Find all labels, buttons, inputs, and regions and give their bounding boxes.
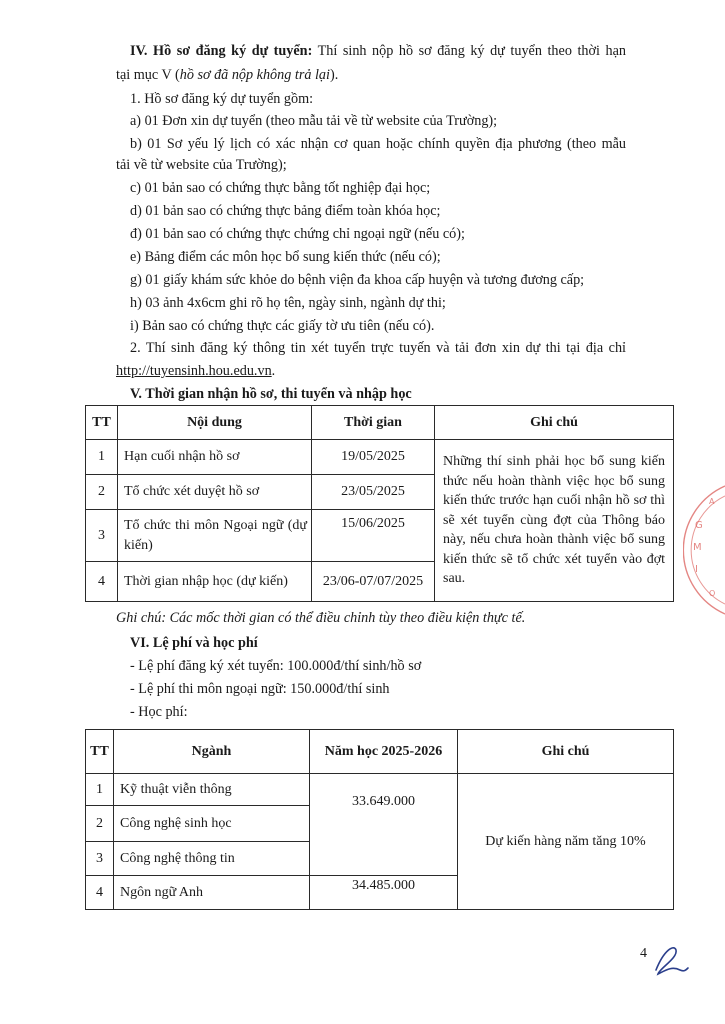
header-content: Nội dung bbox=[118, 406, 312, 440]
section-iv-heading: IV. Hồ sơ đăng ký dự tuyển: bbox=[130, 43, 313, 59]
signature-icon bbox=[650, 940, 690, 980]
list-item: e) Bảng điểm các môn học bổ sung kiến thức (nếu có); bbox=[130, 249, 441, 265]
svg-text:A: A bbox=[709, 497, 715, 506]
table-row: 4 Thời gian nhập học (dự kiến) 23/06-07/07/2025 bbox=[86, 562, 674, 602]
list-item: đ) 01 bản sao có chứng thực chứng chỉ ngoại ngữ (nếu có); bbox=[130, 226, 465, 242]
table-row: 3 Công nghệ thông tin bbox=[86, 842, 674, 876]
header-tt: TT bbox=[86, 406, 118, 440]
section-vi-heading: VI. Lệ phí và học phí bbox=[130, 635, 258, 651]
header-year: Năm học 2025-2026 bbox=[310, 730, 458, 774]
header-tt: TT bbox=[86, 730, 114, 774]
section-iv-intro-line2: tại mục V (hồ sơ đã nộp không trả lại). bbox=[116, 67, 339, 83]
item2-text: 2. Thí sinh đăng ký thông tin xét tuyển trực tuyến và tải đơn xin dự thi tại địa chỉ bbox=[130, 340, 626, 356]
list-item: i) Bản sao có chứng thực các giấy tờ ưu tiên (nếu có). bbox=[130, 318, 435, 334]
schedule-note-cell: Những thí sinh phải học bổ sung kiến thức nếu hoàn thành việc học bổ sung kiến thức trước hạn cuối nhận hồ sơ thì sẽ xét tuyển cùng đợt của Thông báo này, nếu chưa hoàn thành việc bổ sung kiến thức sẽ tổ chức xét tuyển vào đợt sau. bbox=[435, 440, 674, 602]
stamp-icon bbox=[683, 480, 725, 620]
table-row: 1 Kỹ thuật viễn thông 33.649.000 Dự kiến hàng năm tăng 10% bbox=[86, 774, 674, 806]
list-item: d) 01 bản sao có chứng thực bảng điểm toàn khóa học; bbox=[130, 203, 441, 219]
svg-text:M: M bbox=[693, 542, 702, 553]
svg-text:I: I bbox=[695, 564, 698, 575]
list-item: g) 01 giấy khám sức khỏe do bệnh viện đa khoa cấp huyện và tương đương cấp; bbox=[130, 272, 585, 288]
table-row: 2 Tổ chức xét duyệt hồ sơ 23/05/2025 bbox=[86, 475, 674, 510]
fee-line: - Lệ phí thi môn ngoại ngữ: 150.000đ/thí sinh bbox=[130, 681, 390, 697]
website-link[interactable]: http://tuyensinh.hou.edu.vn bbox=[116, 363, 272, 379]
section-v-heading: V. Thời gian nhận hồ sơ, thi tuyển và nhập học bbox=[130, 386, 412, 402]
header-note: Ghi chú bbox=[458, 730, 674, 774]
table-row: 4 Ngôn ngữ Anh 34.485.000 bbox=[86, 876, 674, 910]
table-header-row bbox=[86, 406, 674, 440]
table-row: 1 Hạn cuối nhận hồ sơ 19/05/2025 Những thí sinh phải học bổ sung kiến thức nếu hoàn thành việc học bổ sung kiến thức trước hạn cuối nhận hồ sơ thì sẽ xét tuyển cùng đợt của Thông báo này, nếu chưa hoàn thành việc bổ sung kiến thức sẽ tổ chức xét tuyển vào đợt sau. bbox=[86, 440, 674, 475]
svg-text:O: O bbox=[709, 589, 716, 598]
page-number: 4 bbox=[640, 946, 647, 961]
tuition-fee-group-1: 33.649.000 bbox=[310, 774, 458, 876]
list-item: b) 01 Sơ yếu lý lịch có xác nhận cơ quan hoặc chính quyền địa phương (theo mẫu bbox=[130, 136, 626, 152]
list-item: h) 03 ảnh 4x6cm ghi rõ họ tên, ngày sinh, ngành dự thi; bbox=[130, 295, 446, 311]
tuition-note-cell: Dự kiến hàng năm tăng 10% bbox=[458, 774, 674, 910]
header-note: Ghi chú bbox=[435, 406, 674, 440]
fee-line: - Lệ phí đăng ký xét tuyển: 100.000đ/thí sinh/hồ sơ bbox=[130, 658, 422, 674]
tuition-table bbox=[85, 729, 674, 910]
header-major: Ngành bbox=[114, 730, 310, 774]
list-item: a) 01 Đơn xin dự tuyển (theo mẫu tải về từ website của Trường); bbox=[130, 113, 498, 129]
tuition-fee-group-2: 34.485.000 bbox=[310, 876, 458, 910]
schedule-footnote: Ghi chú: Các mốc thời gian có thể điều chỉnh tùy theo điều kiện thực tế. bbox=[116, 610, 526, 626]
list-item: tải về từ website của Trường); bbox=[116, 157, 287, 173]
fee-line: - Học phí: bbox=[130, 704, 188, 720]
schedule-table bbox=[85, 405, 674, 602]
table-row: 2 Công nghệ sinh học bbox=[86, 806, 674, 842]
table-row: 3 Tổ chức thi môn Ngoại ngữ (dự kiến) 15/06/2025 bbox=[86, 510, 674, 562]
header-time: Thời gian bbox=[312, 406, 435, 440]
item1-title: 1. Hồ sơ đăng ký dự tuyển gồm: bbox=[130, 91, 314, 107]
item2-link-line: http://tuyensinh.hou.edu.vn. bbox=[116, 363, 276, 379]
list-item: c) 01 bản sao có chứng thực bằng tốt nghiệp đại học; bbox=[130, 180, 431, 196]
svg-text:G: G bbox=[695, 520, 703, 531]
section-iv-intro: IV. Hồ sơ đăng ký dự tuyển: Thí sinh nộp hồ sơ đăng ký dự tuyển theo thời hạn bbox=[130, 43, 626, 59]
table-header-row bbox=[86, 730, 674, 774]
